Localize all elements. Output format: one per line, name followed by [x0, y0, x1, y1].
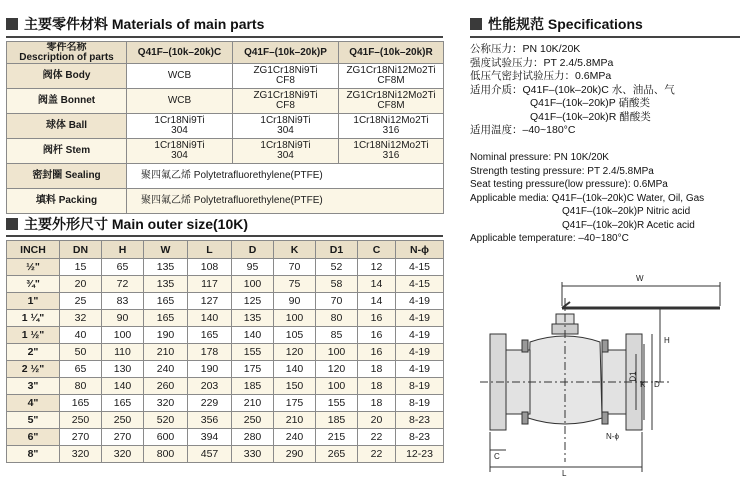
size-cell-w: 240 — [144, 361, 188, 378]
material-r — [339, 139, 444, 164]
header-part-cn: 零件名称 — [46, 41, 87, 53]
size-cell-l: 127 — [188, 293, 232, 310]
col-header-c: C — [358, 241, 396, 259]
size-cell-n: 12-23 — [396, 446, 444, 463]
material-r — [339, 114, 444, 139]
size-cell-h: 140 — [102, 378, 144, 395]
col-header-inch: INCH — [7, 241, 60, 259]
col-header-k: K — [274, 241, 316, 259]
size-cell-d: 185 — [232, 378, 274, 395]
size-cell-w: 165 — [144, 293, 188, 310]
material-r-line1: ZG1Cr18Ni12Mo2Ti — [346, 65, 436, 76]
material-c-line2: 304 — [171, 150, 188, 161]
sizes-header-row — [7, 241, 444, 259]
specs-en-block — [470, 151, 704, 246]
material-all: 聚四氟乙烯 Polytetrafluorethylene(PTFE) — [127, 164, 444, 189]
part-name: 阀盖 Bonnet — [7, 89, 127, 114]
size-cell-inch: 2 ½" — [7, 361, 60, 378]
size-cell-h: 83 — [102, 293, 144, 310]
section-bullet-icon — [470, 18, 482, 30]
material-r-line2: CF8M — [377, 75, 405, 86]
material-p — [233, 114, 339, 139]
size-cell-l: 394 — [188, 429, 232, 446]
size-cell-n: 8-19 — [396, 378, 444, 395]
material-p-line2: 304 — [277, 125, 294, 136]
size-cell-k: 240 — [274, 429, 316, 446]
size-cell-l: 229 — [188, 395, 232, 412]
size-cell-d1: 215 — [316, 429, 358, 446]
dim-label-w: W — [636, 274, 644, 283]
size-cell-k: 70 — [274, 259, 316, 276]
dim-label-k: K — [640, 380, 646, 389]
size-cell-dn: 50 — [60, 344, 102, 361]
part-name: 填料 Packing — [7, 189, 127, 214]
materials-row-body — [7, 64, 444, 89]
size-cell-c: 18 — [358, 378, 396, 395]
table-row — [7, 361, 444, 378]
dim-label-d: D — [654, 380, 660, 389]
table-row — [7, 293, 444, 310]
size-cell-d1: 52 — [316, 259, 358, 276]
ball-valve-drawing — [470, 262, 740, 484]
size-cell-c: 14 — [358, 293, 396, 310]
material-r-line1: 1Cr18Ni12Mo2Ti — [353, 140, 429, 151]
size-cell-l: 190 — [188, 361, 232, 378]
size-cell-k: 90 — [274, 293, 316, 310]
size-cell-h: 110 — [102, 344, 144, 361]
size-cell-w: 800 — [144, 446, 188, 463]
spec-cn-line: 强度试验压力：PT 2.4/5.8MPa — [470, 56, 614, 69]
material-c — [127, 114, 233, 139]
size-cell-d1: 70 — [316, 293, 358, 310]
material-r-line2: 316 — [382, 125, 400, 136]
size-cell-d: 140 — [232, 327, 274, 344]
spec-cn-line: 低压气密封试验压力：0.6MPa — [470, 70, 612, 82]
materials-row-bonnet — [7, 89, 444, 114]
dim-label-h: H — [664, 336, 670, 345]
size-cell-inch: ¾" — [7, 276, 60, 293]
size-cell-c: 12 — [358, 259, 396, 276]
ball-valve-drawing-icon — [470, 262, 740, 484]
table-row — [7, 310, 444, 327]
size-cell-l: 140 — [188, 310, 232, 327]
size-cell-n: 4-15 — [396, 259, 444, 276]
size-cell-dn: 15 — [60, 259, 102, 276]
size-cell-d1: 185 — [316, 412, 358, 429]
size-cell-n: 8-19 — [396, 395, 444, 412]
materials-row-ball — [7, 114, 444, 139]
material-p — [233, 64, 339, 89]
size-cell-dn: 320 — [60, 446, 102, 463]
size-cell-c: 18 — [358, 361, 396, 378]
material-p-line1: 1Cr18Ni9Ti — [260, 115, 311, 126]
spec-en-line: Q41F–(10k–20k)R Acetic acid — [562, 219, 695, 231]
specs-title-text: 性能规范 Specifications — [488, 16, 643, 32]
size-cell-k: 150 — [274, 378, 316, 395]
size-cell-dn: 25 — [60, 293, 102, 310]
material-p-line2: CF8 — [276, 100, 295, 111]
spec-cn-line: 公称压力：PN 10K/20K — [470, 43, 581, 55]
size-cell-inch: ½" — [7, 259, 60, 276]
size-cell-inch: 4" — [7, 395, 60, 412]
materials-table — [6, 41, 444, 214]
size-cell-c: 20 — [358, 412, 396, 429]
spec-en-line: Q41F–(10k–20k)P Nitric acid — [562, 206, 691, 217]
part-name: 阀体 Body — [7, 64, 127, 89]
dim-label-l: L — [562, 469, 567, 478]
size-cell-n: 4-19 — [396, 344, 444, 361]
size-cell-l: 457 — [188, 446, 232, 463]
size-cell-l: 108 — [188, 259, 232, 276]
specs-section-title — [470, 14, 643, 34]
size-cell-w: 135 — [144, 276, 188, 293]
materials-title-text: 主要零件材料 Materials of main parts — [24, 16, 265, 32]
size-cell-h: 72 — [102, 276, 144, 293]
materials-row-sealing — [7, 164, 444, 189]
material-c — [127, 139, 233, 164]
dim-label-n-phi: N-ϕ — [606, 432, 619, 441]
size-cell-w: 190 — [144, 327, 188, 344]
size-cell-inch: 2" — [7, 344, 60, 361]
table-row — [7, 259, 444, 276]
spec-en-line: Strength testing pressure: PT 2.4/5.8MPa — [470, 165, 654, 177]
size-cell-d: 100 — [232, 276, 274, 293]
table-row — [7, 446, 444, 463]
size-cell-inch: 5" — [7, 412, 60, 429]
size-cell-k: 210 — [274, 412, 316, 429]
table-row — [7, 378, 444, 395]
size-cell-k: 105 — [274, 327, 316, 344]
table-row — [7, 327, 444, 344]
size-cell-h: 65 — [102, 259, 144, 276]
size-cell-w: 260 — [144, 378, 188, 395]
col-header-d: D — [232, 241, 274, 259]
part-name: 阀杆 Stem — [7, 139, 127, 164]
size-cell-w: 165 — [144, 310, 188, 327]
size-cell-w: 135 — [144, 259, 188, 276]
dim-label-d1: D1 — [628, 371, 638, 382]
size-cell-dn: 270 — [60, 429, 102, 446]
dim-label-c: C — [494, 452, 500, 461]
materials-header-part — [7, 42, 127, 64]
size-cell-c: 16 — [358, 327, 396, 344]
material-p — [233, 139, 339, 164]
material-all: 聚四氟乙烯 Polytetrafluorethylene(PTFE) — [127, 189, 444, 214]
specs-title-rule — [470, 36, 740, 38]
material-c: WCB — [127, 64, 233, 89]
materials-header-r: Q41F–(10k–20k)R — [339, 42, 444, 64]
spec-en-line: Applicable temperature: –40~180°C — [470, 233, 629, 244]
size-cell-n: 8-23 — [396, 412, 444, 429]
size-cell-w: 210 — [144, 344, 188, 361]
size-cell-inch: 1 ¼" — [7, 310, 60, 327]
size-cell-c: 18 — [358, 395, 396, 412]
size-cell-l: 165 — [188, 327, 232, 344]
material-r-line2: 316 — [382, 150, 400, 161]
size-cell-h: 320 — [102, 446, 144, 463]
table-row — [7, 276, 444, 293]
material-p-line1: 1Cr18Ni9Ti — [260, 140, 311, 151]
size-cell-d1: 155 — [316, 395, 358, 412]
header-part-en: Description of parts — [19, 51, 114, 63]
col-header-w: W — [144, 241, 188, 259]
size-cell-d1: 100 — [316, 344, 358, 361]
materials-header-row — [7, 42, 444, 64]
table-row — [7, 412, 444, 429]
size-cell-c: 22 — [358, 429, 396, 446]
materials-title-rule — [6, 36, 443, 38]
size-cell-d: 210 — [232, 395, 274, 412]
spec-cn-line: 适用介质：Q41F–(10k–20k)C 水、油品、气 — [470, 83, 675, 96]
size-cell-d: 135 — [232, 310, 274, 327]
size-cell-d1: 100 — [316, 378, 358, 395]
material-p-line1: ZG1Cr18Ni9Ti — [253, 90, 318, 101]
size-cell-inch: 6" — [7, 429, 60, 446]
size-cell-c: 16 — [358, 310, 396, 327]
size-cell-c: 22 — [358, 446, 396, 463]
materials-header-p: Q41F–(10k–20k)P — [233, 42, 339, 64]
col-header-d1: D1 — [316, 241, 358, 259]
size-cell-d1: 265 — [316, 446, 358, 463]
material-p-line1: ZG1Cr18Ni9Ti — [253, 65, 318, 76]
size-cell-d1: 120 — [316, 361, 358, 378]
size-cell-d1: 58 — [316, 276, 358, 293]
size-cell-n: 4-19 — [396, 327, 444, 344]
size-cell-d1: 85 — [316, 327, 358, 344]
spec-cn-line: 适用温度：–40~180°C — [470, 124, 576, 136]
material-r-line2: CF8M — [377, 100, 405, 111]
spec-cn-line: Q41F–(10k–20k)P 硝酸类 — [530, 97, 651, 109]
size-cell-dn: 32 — [60, 310, 102, 327]
part-name: 密封圈 Sealing — [7, 164, 127, 189]
part-name: 球体 Ball — [7, 114, 127, 139]
materials-section-title — [6, 14, 264, 34]
material-p-line2: CF8 — [276, 75, 295, 86]
sizes-body — [7, 259, 444, 463]
size-cell-d1: 80 — [316, 310, 358, 327]
size-cell-h: 100 — [102, 327, 144, 344]
size-cell-d: 175 — [232, 361, 274, 378]
sizes-title-text: 主要外形尺寸 Main outer size(10K) — [24, 216, 249, 232]
material-r — [339, 64, 444, 89]
size-cell-k: 75 — [274, 276, 316, 293]
material-c-line2: 304 — [171, 125, 188, 136]
spec-cn-line: Q41F–(10k–20k)R 醋酸类 — [530, 110, 651, 123]
spec-en-line: Seat testing pressure(low pressure): 0.6MPa — [470, 179, 668, 190]
table-row — [7, 429, 444, 446]
size-cell-d: 125 — [232, 293, 274, 310]
size-cell-l: 356 — [188, 412, 232, 429]
size-cell-n: 4-19 — [396, 361, 444, 378]
size-cell-inch: 8" — [7, 446, 60, 463]
spec-en-line: Applicable media: Q41F–(10k–20k)C Water, Oil, Gas — [470, 192, 705, 204]
material-c-line1: 1Cr18Ni9Ti — [154, 140, 205, 151]
sizes-section-title — [6, 214, 248, 234]
size-cell-dn: 80 — [60, 378, 102, 395]
size-cell-d: 95 — [232, 259, 274, 276]
size-cell-l: 117 — [188, 276, 232, 293]
size-cell-dn: 250 — [60, 412, 102, 429]
size-cell-h: 130 — [102, 361, 144, 378]
material-c: WCB — [127, 89, 233, 114]
size-cell-inch: 1 ½" — [7, 327, 60, 344]
table-row — [7, 395, 444, 412]
size-cell-k: 140 — [274, 361, 316, 378]
material-p — [233, 89, 339, 114]
size-cell-n: 8-23 — [396, 429, 444, 446]
col-header-n-phi: N-ϕ — [396, 241, 444, 259]
size-cell-c: 14 — [358, 276, 396, 293]
size-cell-dn: 165 — [60, 395, 102, 412]
materials-row-stem — [7, 139, 444, 164]
size-cell-k: 120 — [274, 344, 316, 361]
size-cell-inch: 3" — [7, 378, 60, 395]
materials-header-c: Q41F–(10k–20k)C — [127, 42, 233, 64]
material-r — [339, 89, 444, 114]
size-cell-d: 155 — [232, 344, 274, 361]
material-p-line2: 304 — [277, 150, 294, 161]
size-cell-n: 4-19 — [396, 310, 444, 327]
spec-en-line: Nominal pressure: PN 10K/20K — [470, 152, 609, 163]
size-cell-h: 90 — [102, 310, 144, 327]
size-cell-c: 16 — [358, 344, 396, 361]
material-r-line1: ZG1Cr18Ni12Mo2Ti — [346, 90, 436, 101]
size-cell-h: 165 — [102, 395, 144, 412]
specs-cn-block — [470, 43, 675, 138]
size-cell-dn: 40 — [60, 327, 102, 344]
material-r-line1: 1Cr18Ni12Mo2Ti — [353, 115, 429, 126]
size-cell-d: 250 — [232, 412, 274, 429]
materials-row-packing — [7, 189, 444, 214]
size-cell-dn: 20 — [60, 276, 102, 293]
size-cell-n: 4-15 — [396, 276, 444, 293]
size-cell-d: 330 — [232, 446, 274, 463]
size-cell-n: 4-19 — [396, 293, 444, 310]
size-cell-w: 520 — [144, 412, 188, 429]
material-c-line1: 1Cr18Ni9Ti — [154, 115, 205, 126]
size-cell-dn: 65 — [60, 361, 102, 378]
size-cell-h: 270 — [102, 429, 144, 446]
sizes-table — [6, 240, 444, 463]
size-cell-l: 178 — [188, 344, 232, 361]
size-cell-h: 250 — [102, 412, 144, 429]
size-cell-inch: 1" — [7, 293, 60, 310]
size-cell-w: 600 — [144, 429, 188, 446]
col-header-l: L — [188, 241, 232, 259]
section-bullet-icon — [6, 218, 18, 230]
size-cell-k: 175 — [274, 395, 316, 412]
col-header-h: H — [102, 241, 144, 259]
size-cell-l: 203 — [188, 378, 232, 395]
table-row — [7, 344, 444, 361]
col-header-dn: DN — [60, 241, 102, 259]
sizes-title-rule — [6, 235, 443, 237]
size-cell-k: 100 — [274, 310, 316, 327]
size-cell-w: 320 — [144, 395, 188, 412]
size-cell-d: 280 — [232, 429, 274, 446]
size-cell-k: 290 — [274, 446, 316, 463]
section-bullet-icon — [6, 18, 18, 30]
